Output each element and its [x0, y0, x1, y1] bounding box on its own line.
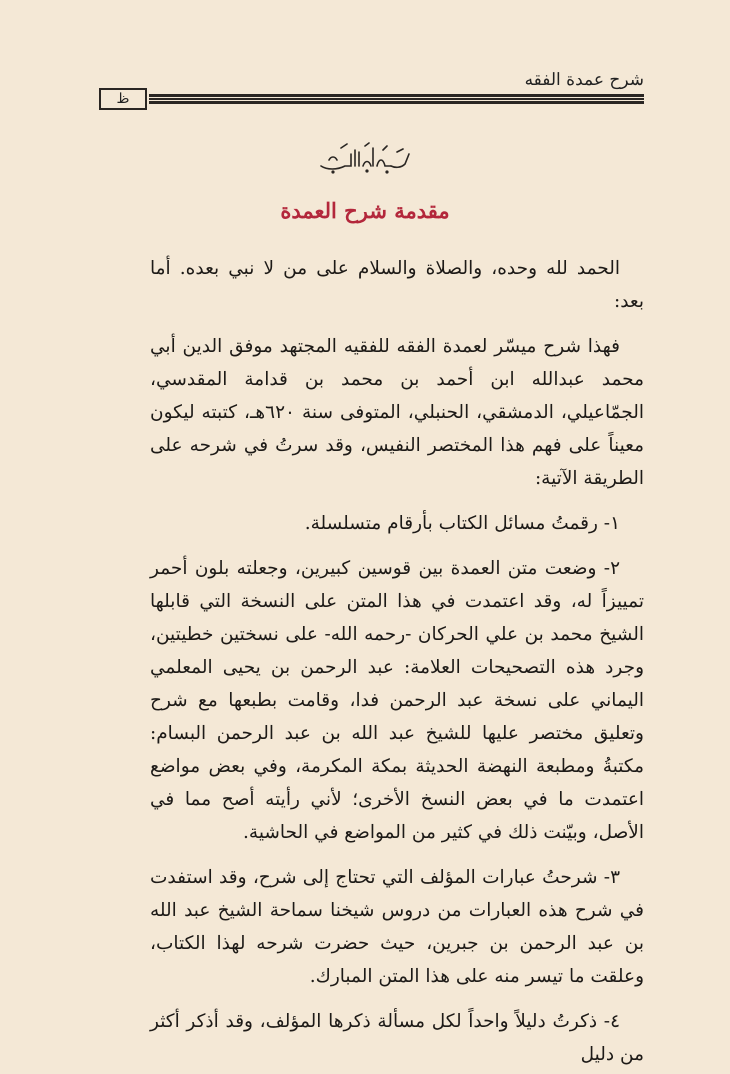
section-title: مقدمة شرح العمدة [280, 198, 450, 223]
opening-paragraph: الحمد لله وحده، والصلاة والسلام على من لا نبي بعده. أما بعد: [150, 258, 644, 312]
header-rule [149, 94, 644, 104]
page-number: ظ [99, 88, 147, 110]
basmala-calligraphy-image [317, 140, 413, 176]
header-rule-middle-line [149, 98, 644, 100]
method-item-2: ٢- وضعت متن العمدة بين قوسين كبيرين، وجعلته بلون أحمر تمييزاً له، وقد اعتمدت في هذا المتن على النسخة التي قابلها الشيخ محمد بن علي الحركان -رحمه الله- على نسختين خطيتين، وجرد هذه التصحيحات العلامة: عبد الرحمن بن يحيى المعلمي اليماني على نسخة عبد الرحمن فدا، وقامت بطبعها مع شرح وتعليق مختصر عليها للشيخ عبد الله بن عبد الرحمن البسام: مكتبةُ ومطبعة النهضة الحديثة بمكة المكرمة، وفي بعض مواضع اعتمدت ما في بعض النسخ الأخرى؛ لأني رأيته أصح مما في الأصل، وبيّنت ذلك في كثير من المواضع في الحاشية. [150, 558, 644, 843]
method-item-1: ١- رقمتُ مسائل الكتاب بأرقام متسلسلة. [304, 513, 620, 534]
method-item-4: ٤- ذكرتُ دليلاً واحداً لكل مسألة ذكرها المؤلف، وقد أذكر أكثر من دليل [150, 1011, 644, 1065]
basmala-calligraphy [0, 140, 730, 180]
method-item-3: ٣- شرحتُ عبارات المؤلف التي تحتاج إلى شرح، وقد استفدت في شرح هذه العبارات من دروس شيخنا سماحة الشيخ عبد الله بن عبد الرحمن بن جبرين، حيث حضرت شرحه لهذا الكتاب، وعلقت ما تيسر منه على هذا المتن المبارك. [150, 867, 644, 987]
running-title: شرح عمدة الفقه [524, 70, 644, 90]
introduction-paragraph: فهذا شرح ميسّر لعمدة الفقه للفقيه المجتهد موفق الدين أبي محمد عبدالله ابن أحمد بن محمد بن قدامة المقدسي، الجمّاعيلي، الدمشقي، الحنبلي، المتوفى سنة ٦٢٠هـ، كتبته ليكون معيناً على فهم هذا المختصر النفيس، وقد سرتُ في شرحه على الطريقة الآتية: [150, 336, 645, 489]
body-text [150, 252, 644, 1071]
